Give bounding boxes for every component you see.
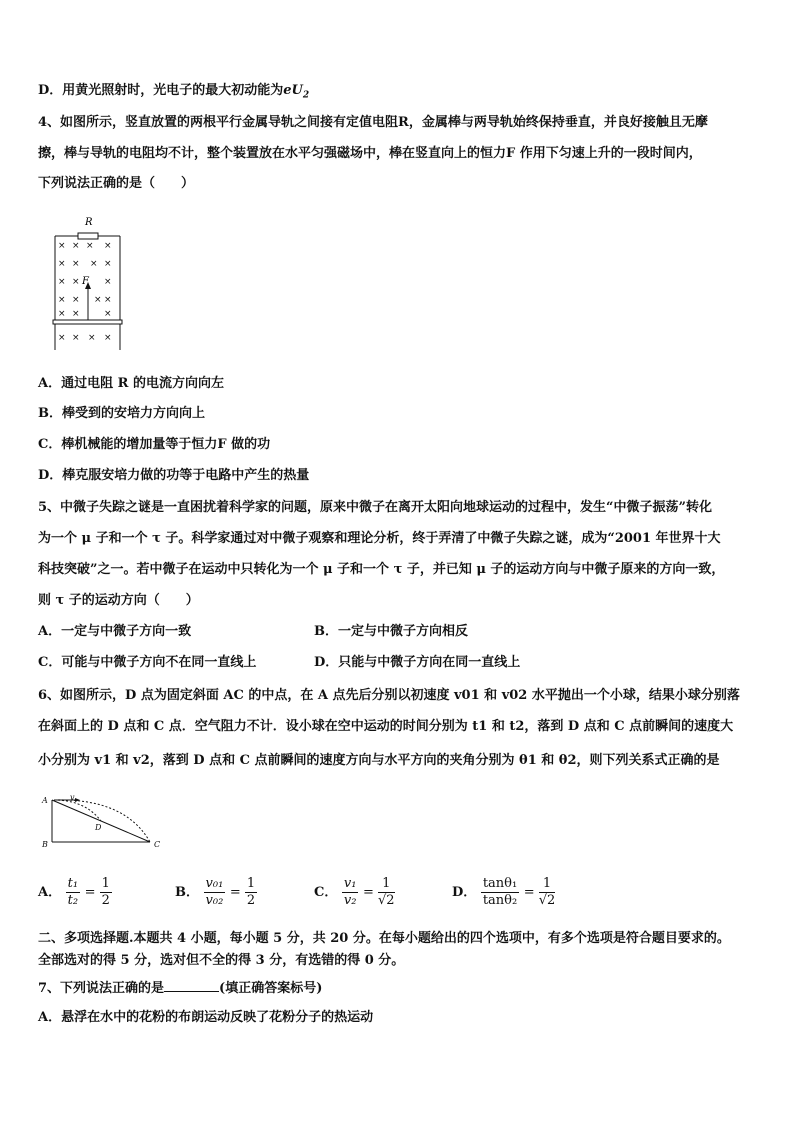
q6-text-1: 6、如图所示，D 点为固定斜面 AC 的中点，在 A 点先后分别以初速度 v01 和 v02 水平抛出一个小球，结果小球分别落 — [38, 688, 740, 703]
svg-text:×: × — [88, 333, 96, 343]
label-a: A — [42, 796, 48, 805]
q5-text-3: 科技突破”之一。若中微子在运动中只转化为一个 μ 子和一个 τ 子，并已知 μ 子的运动方向与中微子原来的方向一致， — [38, 562, 725, 577]
svg-text:×: × — [58, 333, 66, 343]
svg-text:×: × — [94, 295, 102, 305]
svg-text:×: × — [104, 295, 112, 305]
q4-option-c: C．棒机械能的增加量等于恒力F 做的功 — [38, 437, 271, 452]
label-f: F — [82, 276, 89, 287]
q4-text-2: 擦，棒与导轨的电阻均不计，整个装置放在水平匀强磁场中，棒在竖直向上的恒力F 作用下匀速上升的一段时间内， — [38, 146, 702, 161]
svg-text:×: × — [72, 309, 80, 319]
svg-text:×: × — [104, 309, 112, 319]
q6-option-b: B． $\frac{\text{v₀₁}}{\text{v₀₂}}$ = $\frac{1}{2}$ — [175, 876, 256, 908]
svg-text:×: × — [104, 259, 112, 269]
rail-resistor-figure — [50, 212, 130, 354]
answer-blank — [164, 979, 219, 992]
svg-text:×: × — [58, 309, 66, 319]
q4-option-d: D．棒克服安培力做的功等于电路中产生的热量 — [38, 468, 310, 483]
q5-text-2: 为一个 μ 子和一个 τ 子。科学家通过对中微子观察和理论分析，终于弄清了中微子失踪之谜，成为“2001 年世界十大 — [38, 531, 721, 546]
svg-text:×: × — [104, 277, 112, 287]
q4-option-b: B．棒受到的安培力方向向上 — [38, 406, 205, 421]
q4-option-a: A．通过电阻 R 的电流方向向左 — [38, 376, 224, 391]
q6-text-3: 小分别为 v1 和 v2，落到 D 点和 C 点前瞬间的速度方向与水平方向的夹角分别为 θ1 和 θ2，则下列关系式正确的是 — [38, 753, 720, 768]
label-c: C — [154, 840, 161, 849]
q5-option-c: C．可能与中微子方向不在同一直线上 — [38, 655, 257, 670]
svg-text:×: × — [72, 277, 80, 287]
q7-option-a: A．悬浮在水中的花粉的布朗运动反映了花粉分子的热运动 — [38, 1010, 374, 1025]
svg-text:×: × — [90, 259, 98, 269]
q7-text: 7、下列说法正确的是 (填正确答案标号) — [38, 981, 323, 996]
label-r: R — [85, 217, 93, 228]
q6-option-d: D． $\frac{\text{tanθ₁}}{\text{tanθ₂}}$ = $\frac{1}{√2}$ — [452, 876, 556, 908]
line-d-prev: D．用黄光照射时，光电子的最大初动能为$eU_2$ — [38, 83, 310, 101]
q4-text-1: 4、如图所示，竖直放置的两根平行金属导轨之间接有定值电阻R，金属棒与两导轨始终保持垂直，并良好接触且无摩 — [38, 115, 708, 130]
svg-text:×: × — [72, 295, 80, 305]
svg-text:×: × — [72, 259, 80, 269]
svg-text:×: × — [72, 241, 80, 251]
q5-option-d: D．只能与中微子方向在同一直线上 — [314, 655, 521, 670]
q6-text-2: 在斜面上的 D 点和 C 点．空气阻力不计．设小球在空中运动的时间分别为 t1 和 t2，落到 D 点和 C 点前瞬间的速度大 — [38, 719, 734, 734]
svg-text:×: × — [104, 241, 112, 251]
svg-text:×: × — [86, 241, 94, 251]
q5-option-a: A．一定与中微子方向一致 — [38, 624, 192, 639]
label-b: B — [42, 840, 48, 849]
q5-option-b: B．一定与中微子方向相反 — [314, 624, 468, 639]
incline-projectile-figure — [40, 790, 170, 850]
svg-text:×: × — [58, 241, 66, 251]
svg-text:×: × — [104, 333, 112, 343]
q5-text-4: 则 τ 子的运动方向（ ） — [38, 593, 199, 608]
svg-text:×: × — [58, 277, 66, 287]
label-v: v — [70, 793, 75, 802]
q6-option-c: C． $\frac{\text{v₁}}{\text{v₂}}$ = $\frac{1}{√2}$ — [314, 876, 395, 908]
svg-text:×: × — [58, 259, 66, 269]
section-2-heading-1: 二、多项选择题.本题共 4 小题，每小题 5 分，共 20 分。在每小题给出的四个选项中，有多个选项是符合题目要求的。 — [38, 931, 730, 946]
q4-text-3: 下列说法正确的是（ ） — [38, 176, 195, 191]
q6-option-a: A． $\frac{\text{t₁}}{\text{t₂}}$ = $\frac{1}{2}$ — [38, 876, 110, 908]
q5-text-1: 5、中微子失踪之谜是一直困扰着科学家的问题，原来中微子在离开太阳向地球运动的过程中，发生“中微子振荡”转化 — [38, 500, 713, 515]
label-d: D — [95, 823, 102, 832]
svg-text:×: × — [72, 333, 80, 343]
svg-text:×: × — [58, 295, 66, 305]
section-2-heading-2: 全部选对的得 5 分，选对但不全的得 3 分，有选错的得 0 分。 — [38, 953, 405, 968]
